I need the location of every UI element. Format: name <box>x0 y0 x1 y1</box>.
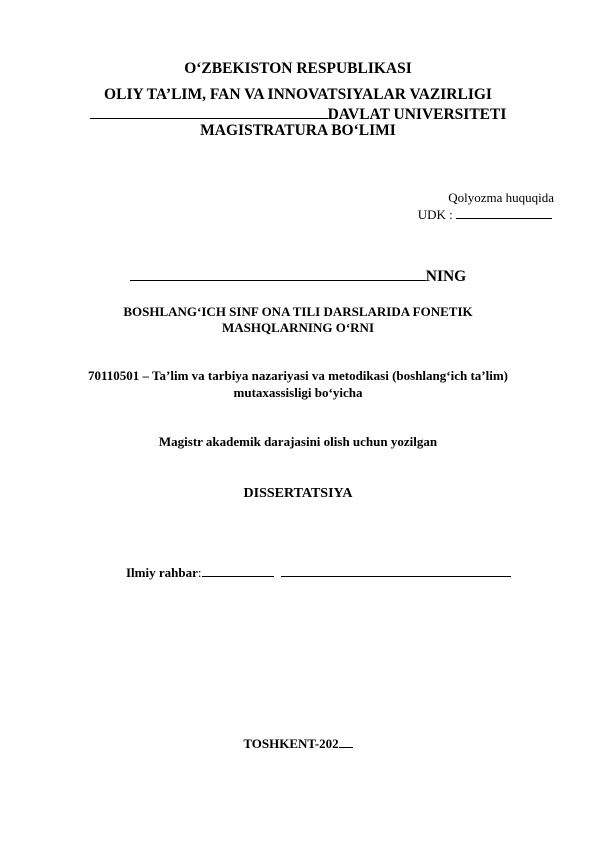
specialty-line-2: mutaxassisligi bo‘yicha <box>233 385 363 400</box>
author-line <box>0 266 596 286</box>
author-name-blank[interactable] <box>130 266 426 281</box>
supervisor-line <box>126 564 511 581</box>
university-suffix: DAVLAT UNIVERSITETI <box>327 106 507 123</box>
specialty-line-1: 70110501 – Ta’lim va tarbiya nazariyasi va metodikasi (boshlang‘ich ta’lim) <box>88 368 508 383</box>
city-year <box>0 736 596 752</box>
document-type: DISSERTATSIYA <box>243 486 353 501</box>
thesis-title-line-2: MASHQLARNING O‘RNI <box>221 320 375 335</box>
republic-heading: O‘ZBEKISTON RESPUBLIKASI <box>184 60 412 77</box>
supervisor-name-blank[interactable] <box>281 564 511 577</box>
university-heading <box>0 104 596 124</box>
ministry-heading: OLIY TA’LIM, FAN VA INNOVATSIYALAR VAZIRLIGI <box>104 86 492 103</box>
year-blank[interactable] <box>339 736 353 748</box>
supervisor-colon: : <box>197 565 202 580</box>
udk-line <box>418 206 552 223</box>
thesis-title-line-1: BOSHLANG‘ICH SINF ONA TILI DARSLARIDA FONETIK <box>123 304 473 319</box>
udk-blank[interactable] <box>456 206 552 219</box>
department-heading: MAGISTRATURA BO‘LIMI <box>200 122 396 139</box>
author-suffix: NING <box>425 268 467 285</box>
manuscript-rights: Qolyozma huquqida <box>448 190 554 205</box>
university-name-blank[interactable] <box>90 104 328 119</box>
city-year-text: TOSHKENT-202 <box>243 736 339 751</box>
udk-label: UDK : <box>417 207 453 222</box>
supervisor-title-blank[interactable] <box>202 564 274 577</box>
purpose-line: Magistr akademik darajasini olish uchun yozilgan <box>158 434 438 449</box>
supervisor-label: Ilmiy rahbar <box>126 565 198 580</box>
